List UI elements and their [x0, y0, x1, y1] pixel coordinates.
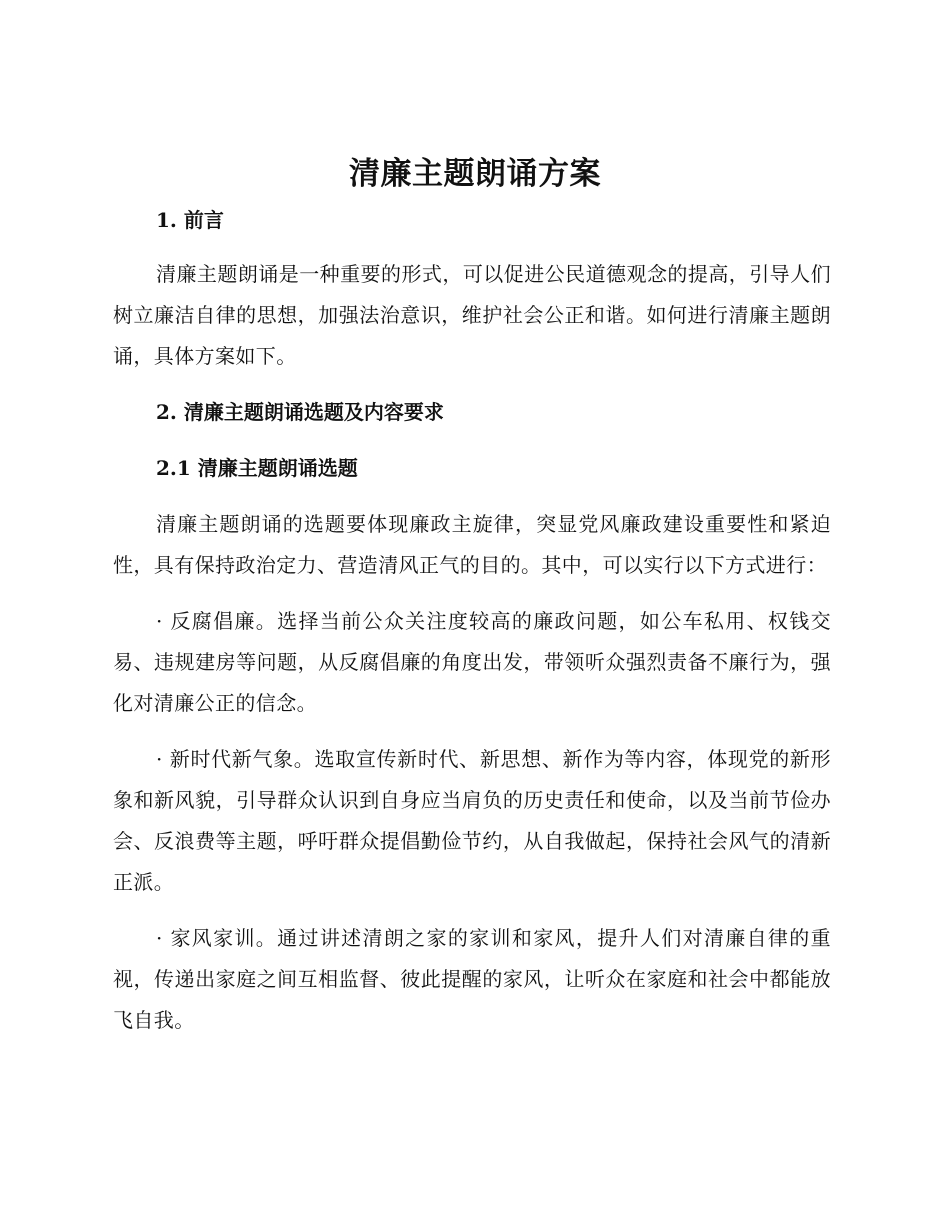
section-heading-preface: 1. 前言 — [156, 208, 224, 232]
list-item-anti-corruption: · 反腐倡廉。选择当前公众关注度较高的廉政问题，如公车私用、权钱交易、违规建房等问题，从反腐倡廉的角度出发，带领听众强烈责备不廉行为，强化对清廉公正的信念。 — [113, 609, 831, 715]
subsection-heading-topic: 2.1 清廉主题朗诵选题 — [156, 456, 358, 480]
list-item-family-tradition: · 家风家训。通过讲述清朗之家的家训和家风，提升人们对清廉自律的重视，传递出家庭之间互相监督、彼此提醒的家风，让听众在家庭和社会中都能放飞自我。 — [113, 926, 831, 1032]
document-body — [113, 200, 831, 1056]
section-heading-topic-requirements: 2. 清廉主题朗诵选题及内容要求 — [156, 400, 444, 424]
paragraph-topic-intro: 清廉主题朗诵的选题要体现廉政主旋律，突显党风廉政建设重要性和紧迫性，具有保持政治定力、营造清风正气的目的。其中，可以实行以下方式进行： — [113, 512, 831, 577]
list-item-new-era: · 新时代新气象。选取宣传新时代、新思想、新作为等内容，体现党的新形象和新风貌，引导群众认识到自身应当肩负的历史责任和使命，以及当前节俭办会、反浪费等主题，呼吁群众提倡勤俭节约，从自我做起，保持社会风气的清新正派。 — [113, 747, 831, 894]
paragraph-preface: 清廉主题朗诵是一种重要的形式，可以促进公民道德观念的提高，引导人们树立廉洁自律的思想，加强法治意识，维护社会公正和谐。如何进行清廉主题朗诵，具体方案如下。 — [113, 262, 831, 368]
page-title: 清廉主题朗诵方案 — [349, 156, 601, 192]
